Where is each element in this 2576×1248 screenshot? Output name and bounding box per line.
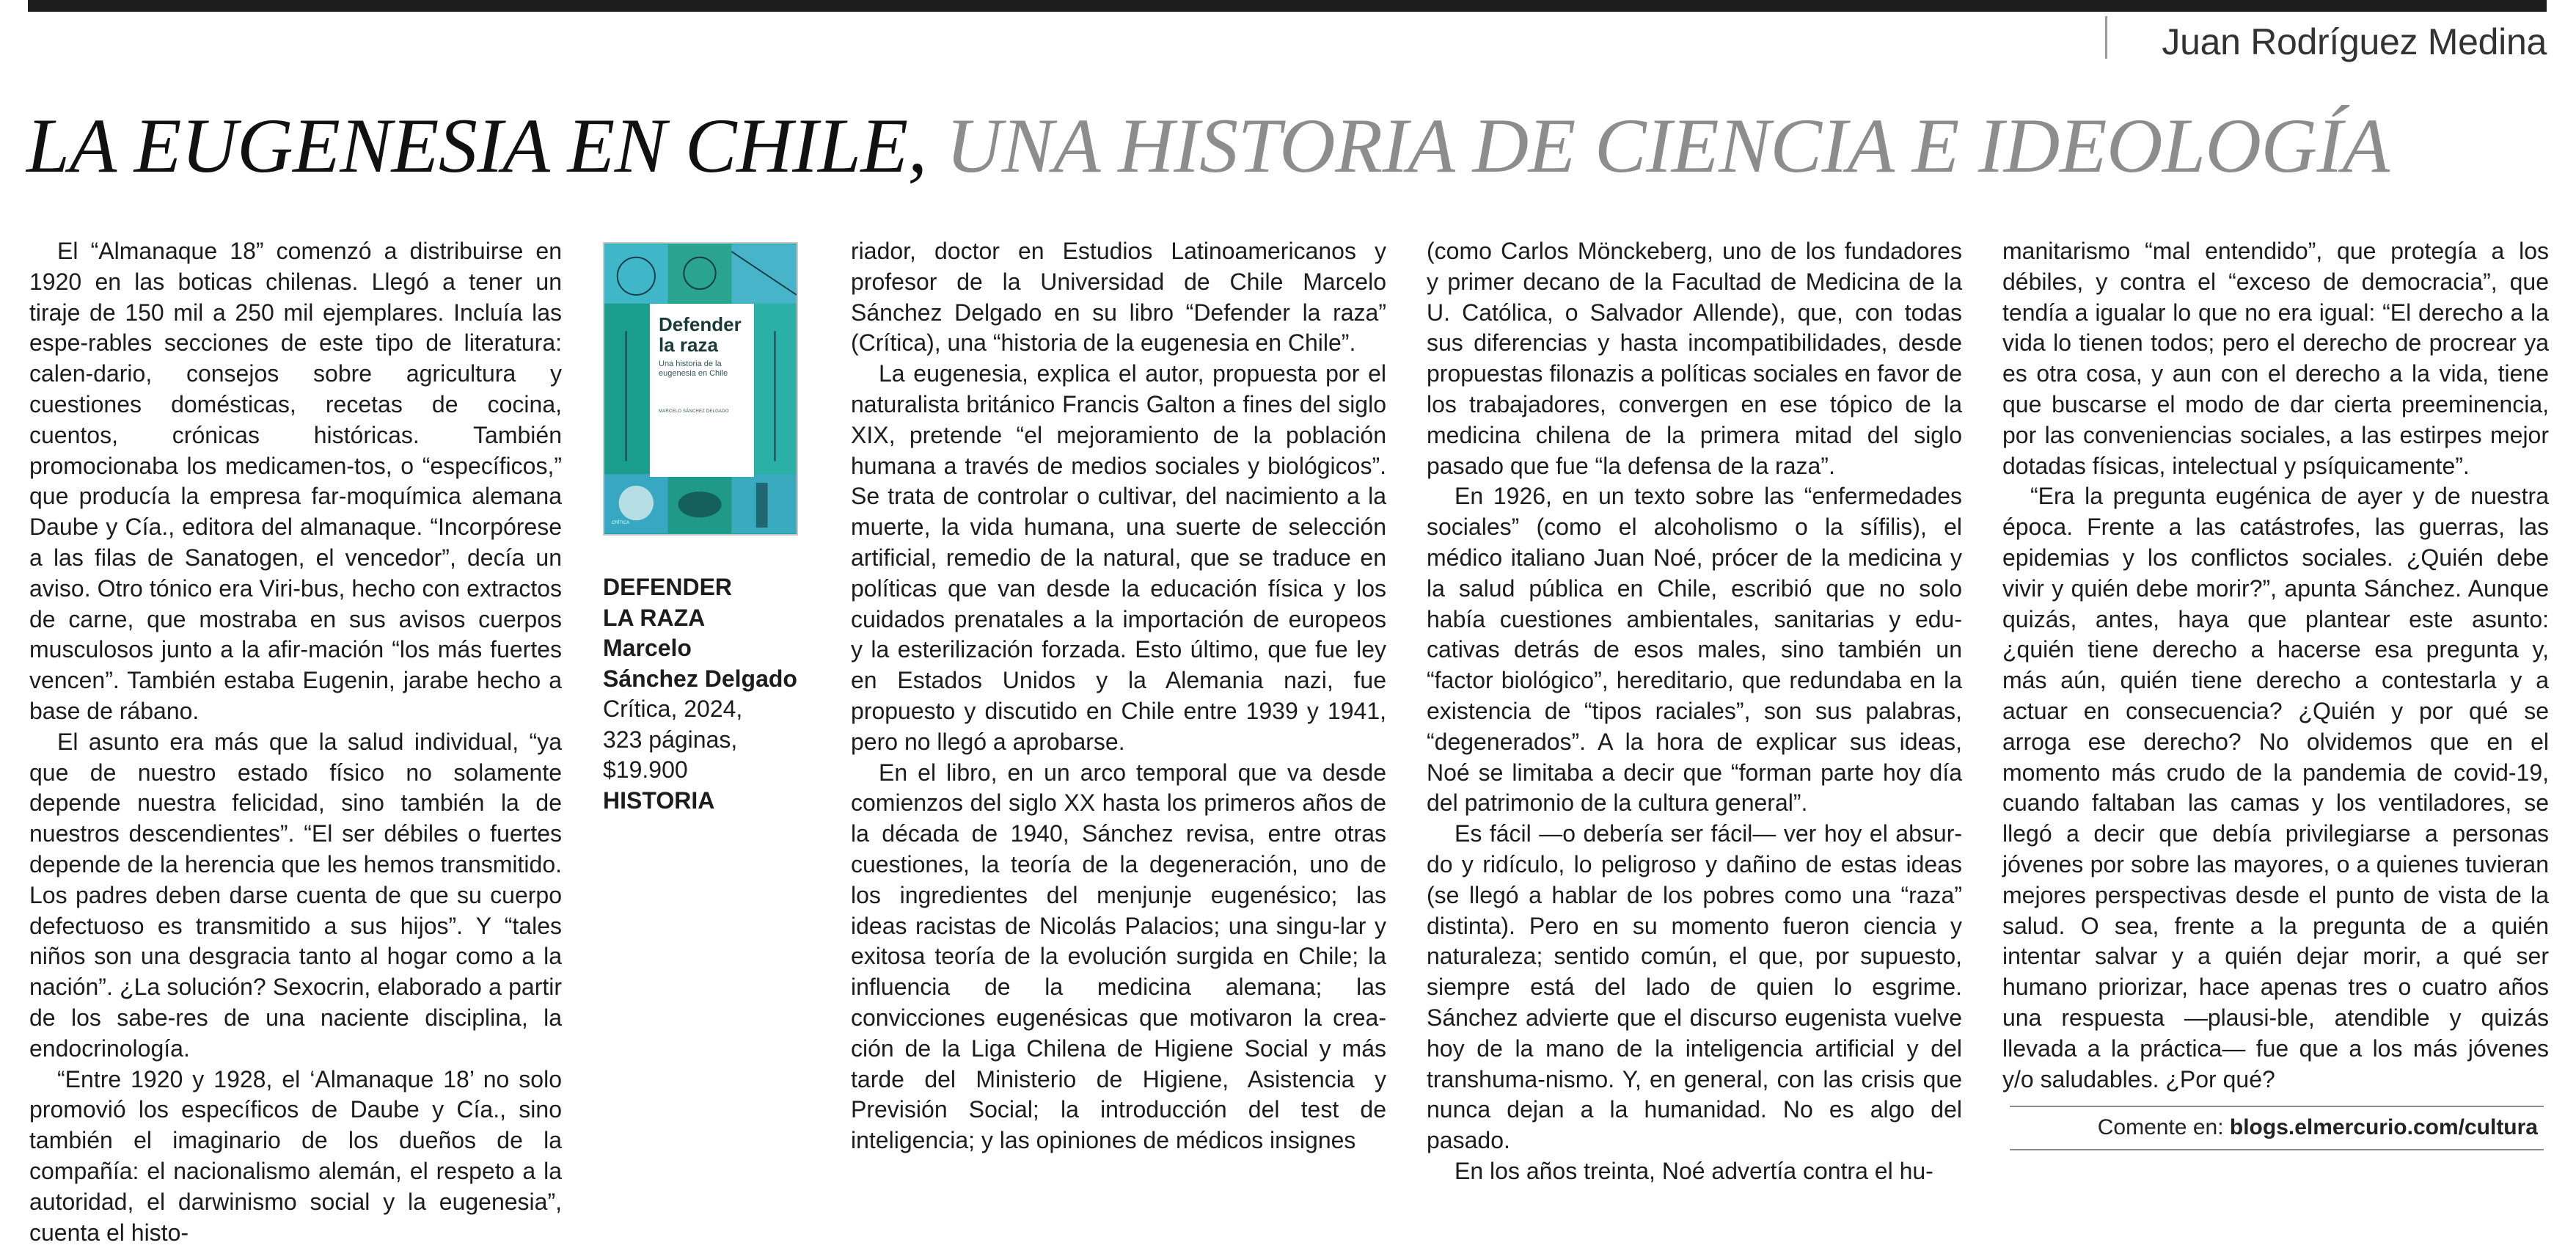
cover-publisher: CRÍTICA [612,521,629,525]
comment-url-link[interactable]: blogs.elmercurio.com/cultura [2229,1115,2538,1139]
footer-rule-bottom [2010,1149,2544,1150]
top-rule [28,0,2547,12]
cover-subtitle: Una historia de la eugenesia en Chile [659,360,728,378]
paragraph: El asunto era más que la salud individual, “ya que de nuestro estado físico no solamente depende nuestra felicidad, sino también la de nuestros descendientes”. “El ser débiles o fuertes depende de la herencia que les hemos transmitido. Los padres deben darse cuenta de que su cuerpo defectuoso es transmitido a sus hijos”. Y “tales niños son una desgracia tanto al hogar como a la nación”. ¿La solución? Sexocrin, elaborado a partir de los sabe-res de una naciente disciplina, la endocrinología. [29,728,562,1062]
article-column-3 [851,236,1386,1156]
book-title-line-1: DEFENDER [603,574,733,600]
book-category: HISTORIA [603,787,715,814]
footer-rule-top [2010,1106,2544,1107]
paragraph: Es fácil —o debería ser fácil— ver hoy el absur-do y ridículo, lo peligroso y dañino de estas ideas (se llegó a hablar de los pobres como una “raza” distinta). Pero en su momento fueron ciencia y naturaleza; sentido común, el que, por supuesto, siempre está del lado de quien lo esgrime. Sánchez advierte que el discurso eugenista vuelve hoy de la mano de la inteligencia artificial y del transhuma-nismo. Y, en general, con las crisis que nunca dejan a la humanidad. No es algo del pasado. [1427,820,1962,1154]
book-cover-image [603,242,798,536]
paragraph: En el libro, en un arco temporal que va desde comienzos del siglo XX hasta los primeros años de la década de 1940, Sánchez revisa, entre otras cuestiones, la teoría de la degeneración, uno de los ingredientes del menjunje eugenésico; las ideas racistas de Nicolás Palacios; una singu-lar y exitosa teoría de la evolución surgida en Chile; la influencia de la medicina alemana; las convicciones eugenésicas que motivaron la crea-ción de la Liga Chilena de Higiene Social y más tarde del Ministerio de Higiene, Asistencia y Previsión Social; la introducción del test de inteligencia; y las opiniones de médicos insignes [851,759,1386,1154]
paragraph: En 1926, en un texto sobre las “enfermedades sociales” (como el alcoholismo o la sífilis), el médico italiano Juan Noé, prócer de la medicina y la salud pública en Chile, escribió que no solo había cuestiones ambientales, sanitarias y edu-cativas detrás de esos males, sino también un “factor biológico”, hereditario, que redundaba en la existencia de “tipos raciales”, son sus palabras, “degenerados”. A la hora de explicar sus ideas, Noé se limitaba a decir que “forman parte hoy día del patrimonio de la cultura general”. [1427,483,1962,817]
book-info [603,572,823,816]
article-column-4 [1427,236,1962,1187]
paragraph: “Entre 1920 y 1928, el ‘Almanaque 18’ no solo promovió los específicos de Daube y Cía., sino también el imaginario de los dueños de la compañía: el nacionalismo alemán, el respeto a la autoridad, el darwinismo social y la eugenesia”, cuenta el histo- [29,1065,562,1246]
cover-title: Defender la raza [659,313,742,356]
comment-label: Comente en: [2097,1115,2224,1139]
paragraph: La eugenesia, explica el autor, propuesta por el naturalista británico Francis Galton a fines del siglo XIX, pretende “el mejoramiento de la población humana a través de medios sociales y biológicos”. Se trata de controlar o cultivar, del nacimiento a la muerte, la vida humana, una suerte de selección artificial, remedio de la natural, que se traduce en políticas que van desde la educación física y los cuidados prenatales a la importación de europeos y la esterilización forzada. Esto último, que fue ley en Estados Unidos y la Alemania nazi, fue propuesto y discutido en Chile entre 1939 y 1941, pero no llegó a aprobarse. [851,360,1386,755]
byline-separator [2105,16,2107,59]
headline-main: LA EUGENESIA EN CHILE, [26,103,927,189]
paragraph: “Era la pregunta eugénica de ayer y de nuestra época. Frente a las catástrofes, las guerras, las epidemias y los conflictos sociales. ¿Quién debe vivir y quién debe morir?”, apunta Sánchez. Aunque quizás, antes, haya que plantear este asunto: ¿quién tiene derecho a hacerse esa pregunta y, más aún, quién tiene derecho a contestarla y a actuar en consecuencia? ¿Quién y por qué se arroga ese derecho? No olvidemos que en el momento más crudo de la pandemia de covid-19, cuando faltaban las camas y los ventiladores, se llegó a decir que debía privilegiarse a personas jóvenes por sobre las mayores, o a quienes tuvieran mejores perspectivas desde el punto de vista de la salud. O sea, frente a la pregunta de a quién intentar salvar y a quién dejar morir, a qué ser humano priorizar, hace apenas tres o cuatro años una respuesta —plausi-ble, atendible y quizás llevada a la práctica— fue que a los más jóvenes y/o saludables. ¿Por qué? [2002,483,2549,1092]
article-column-1 [29,236,562,1248]
article-column-5 [2002,236,2549,1095]
byline-author: Juan Rodríguez Medina [2162,21,2547,62]
comment-line [2098,1113,2538,1142]
paragraph: manitarismo “mal entendido”, que protegía a los débiles, y contra el “exceso de democracia”, que tendía a igualar lo que no era igual: “El derecho a la vida lo tienen todos; pero el derecho de procrear ya es otra cosa, y aun con el derecho a la vida, tiene que buscarse el modo de dar cierta preeminencia, por las conveniencias sociales, a las estirpes mejor dotadas físicas, intelectual y psíquicamente”. [2002,238,2549,479]
book-author-line-1: Marcelo [603,635,692,661]
cover-author: MARCELO SÁNCHEZ DELGADO [659,409,729,414]
headline-secondary: UNA HISTORIA DE CIENCIA E IDEOLOGÍA [945,103,2390,189]
book-author-line-2: Sánchez Delgado [603,665,797,692]
paragraph: En los años treinta, Noé advertía contra el hu- [1455,1157,1933,1184]
book-title-line-2: LA RAZA [603,604,706,631]
book-pages: 323 páginas, [603,726,738,753]
book-publisher-year: Crítica, 2024, [603,696,743,722]
paragraph: (como Carlos Mönckeberg, uno de los fundadores y primer decano de la Facultad de Medicina de la U. Católica, o Salvador Allende), que, con todas sus diferencias y hasta incompatibilidades, desde propuestas filonazis a políticas sociales en favor de los trabajadores, convergen en ese tópico de la medicina chilena de la primera mitad del siglo pasado que fue “la defensa de la raza”. [1427,238,1962,479]
paragraph: riador, doctor en Estudios Latinoamericanos y profesor de la Universidad de Chile Marcelo Sánchez Delgado en su libro “Defender la raza” (Crítica), una “historia de la eugenesia en Chile”. [851,238,1386,357]
book-price: $19.900 [603,756,688,783]
headline [26,103,2550,189]
paragraph: El “Almanaque 18” comenzó a distribuirse en 1920 en las boticas chilenas. Llegó a tener un tiraje de 150 mil a 250 mil ejemplares. Incluía las espe-rables secciones de este tipo de literatura: calen-dario, consejos sobre agricultura y cuestiones domésticas, recetas de cocina, cuentos, crónicas históricas. También promocionaba los medicamen-tos, o “específicos,” que producía la empresa far-moquímica alemana Daube y Cía., editora del almanaque. “Incorpórese a las filas de Sanatogen, el vencedor”, decía un aviso. Otro tónico era Viri-bus, hecho con extractos de carne, que mostraba en sus avisos cuerpos musculosos junto a la afir-mación “los más fuertes vencen”. También estaba Eugenin, jarabe hecho a base de rábano. [29,238,562,724]
